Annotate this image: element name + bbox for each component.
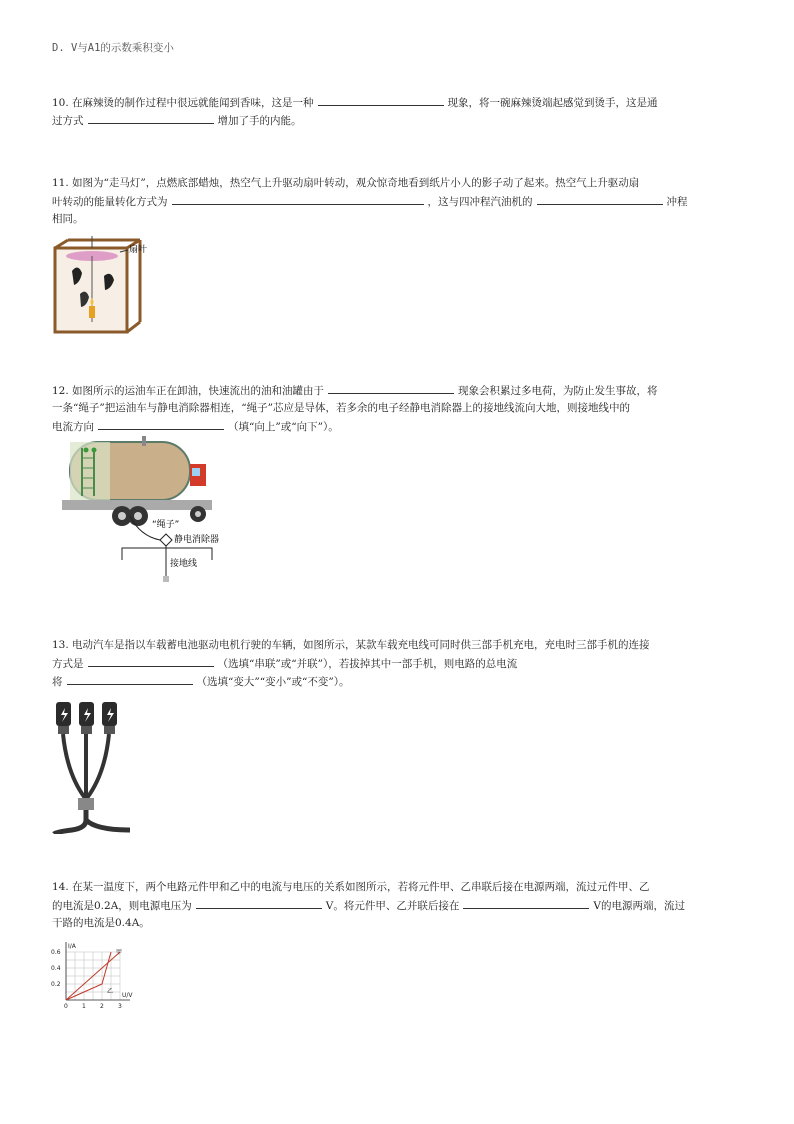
q13-line-1: 13. 电动汽车是指以车载蓄电池驱动电机行驶的车辆，如图所示，某款车载充电线可同时供三部手机充电，充电时三部手机的连接 (52, 639, 650, 651)
q12-line-1 (52, 383, 658, 398)
lantern-figure (52, 236, 162, 336)
x-tick-label: 1 (82, 1003, 86, 1010)
q10-line-2 (52, 113, 302, 128)
q10-text-2a: 过方式 (52, 115, 84, 127)
q14-text-2b: V。将元件甲、乙并联后接在 (325, 900, 460, 912)
q13-text-2b: （选填“串联”或“并联”），若拔掉其中一部手机，则电路的总电流 (217, 658, 518, 670)
q14-blank-1[interactable] (196, 898, 322, 909)
q14-line-2 (52, 898, 685, 913)
q11-text-2b: ，这与四冲程汽油机的 (427, 196, 533, 208)
q10-text-1a: 10. 在麻辣烫的制作过程中很远就能闻到香味，这是一种 (52, 97, 314, 109)
x-axis-label: U/V (122, 992, 133, 999)
q11-text-2c: 冲程 (666, 196, 688, 208)
x-tick-label: 0 (64, 1003, 68, 1010)
q10-text-2b: 增加了手的内能。 (217, 115, 302, 127)
prev-option-d: D. V与A1的示数乘积变小 (52, 42, 174, 54)
y-tick-label: 0.2 (51, 981, 61, 988)
fan-blade-label: 扇叶 (129, 245, 148, 255)
q12-text-1b: 现象会积累过多电荷，为防止发生事故，将 (458, 385, 658, 397)
q10-blank-2[interactable] (88, 113, 214, 124)
q13-line-3 (52, 674, 349, 689)
q10-text-1b: 现象，将一碗麻辣烫端起感觉到烫手，这是通 (447, 97, 658, 109)
rope-label: “绳子” (152, 520, 180, 530)
iv-chart-svg (50, 940, 150, 1014)
q11-blank-2[interactable] (537, 194, 663, 205)
q12-text-3b: （填“向上”或“向下”）。 (228, 421, 339, 433)
q12-line-3 (52, 419, 339, 434)
x-tick-label: 3 (118, 1003, 122, 1010)
q11-line-3: 相同。 (52, 213, 84, 225)
q14-text-2c: V的电源两端，流过 (593, 900, 685, 912)
q10-blank-1[interactable] (318, 95, 444, 106)
q13-blank-1[interactable] (88, 656, 214, 667)
iv-chart (50, 940, 150, 1014)
q14-line-1: 14. 在某一温度下，两个电路元件甲和乙中的电流与电压的关系如图所示，若将元件甲、乙串联后接在电源两端，流过元件甲、乙 (52, 881, 650, 893)
q11-blank-1[interactable] (172, 194, 424, 205)
q13-text-3b: （选填“变大”“变小”或“不变”）。 (196, 676, 350, 688)
q13-text-3a: 将 (52, 676, 63, 688)
q11-line-1: 11. 如图为“走马灯”，点燃底部蜡烛，热空气上升驱动扇叶转动，观众惊奇地看到纸片小人的影子动了起来。热空气上升驱动扇 (52, 177, 640, 189)
q13-line-2 (52, 656, 517, 671)
q14-blank-2[interactable] (463, 898, 589, 909)
q14-text-2a: 的电流是0.2A，则电源电压为 (52, 900, 192, 912)
q11-text-2a: 叶转动的能量转化方式为 (52, 196, 168, 208)
q13-text-2a: 方式是 (52, 658, 84, 670)
y-tick-label: 0.6 (51, 949, 61, 956)
y-tick-label: 0.4 (51, 965, 61, 972)
q12-text-3a: 电流方向 (52, 421, 94, 433)
q13-blank-2[interactable] (67, 674, 193, 685)
x-tick-label: 2 (100, 1003, 104, 1010)
tanker-figure (52, 436, 222, 588)
series-label-1: 甲 (116, 949, 123, 956)
q12-text-1a: 12. 如图所示的运油车正在卸油，快速流出的油和油罐由于 (52, 385, 325, 397)
charger-cable-figure (52, 698, 132, 834)
q10-line-1 (52, 95, 658, 110)
q12-line-2: 一条“绳子”把运油车与静电消除器相连，“绳子”芯应是导体，若多余的电子经静电消除器上的接地线流向大地，则接地线中的 (52, 402, 630, 414)
q11-line-2 (52, 194, 688, 209)
ground-wire-label: 接地线 (170, 559, 198, 569)
static-remover-label: 静电消除器 (174, 535, 220, 545)
q12-blank-1[interactable] (328, 383, 454, 394)
y-axis-label: I/A (68, 943, 76, 950)
q14-line-3: 干路的电流是0.4A。 (52, 917, 150, 929)
q12-blank-2[interactable] (98, 419, 224, 430)
series-label-2: 乙 (107, 988, 114, 995)
